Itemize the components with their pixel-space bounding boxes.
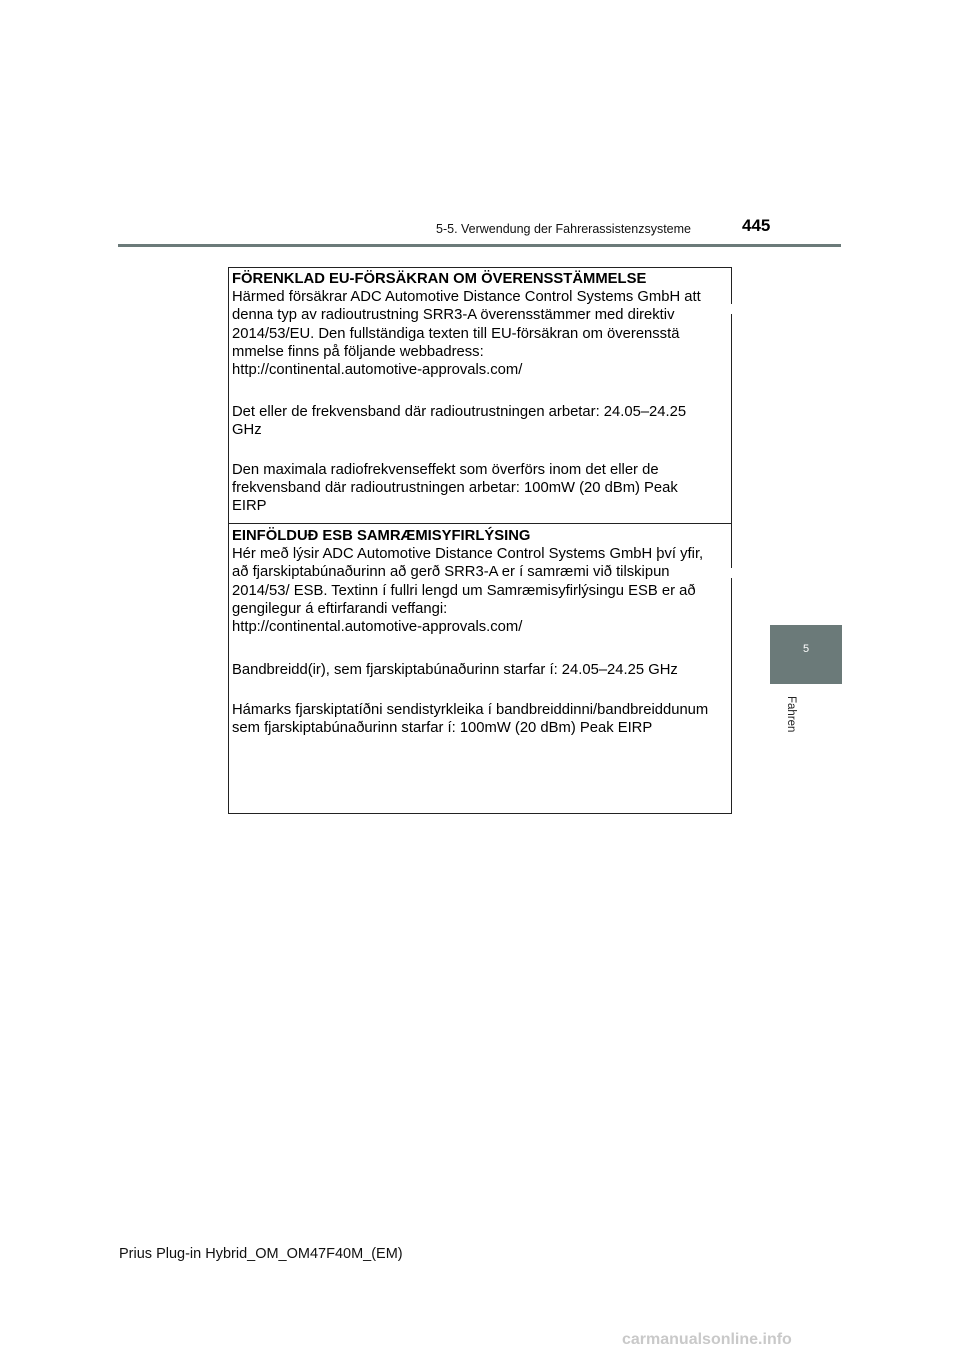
header-rule: [118, 244, 841, 247]
swedish-power-line: Den maximala radiofrekvenseffekt som överförs inom det eller de: [232, 462, 659, 478]
swedish-intro-line: mmelse finns på följande webbadress:: [232, 343, 484, 360]
swedish-title: FÖRENKLAD EU-FÖRSÄKRAN OM ÖVERENSSTÄMMELSE: [232, 271, 647, 287]
icelandic-power-paragraph: [232, 701, 708, 737]
swedish-power-line: frekvensband där radioutrustningen arbetar: 100mW (20 dBm) Peak: [232, 480, 678, 497]
header-section-title: 5-5. Verwendung der Fahrerassistenzsysteme: [436, 222, 691, 236]
chapter-tab: [770, 625, 842, 684]
swedish-intro-line: Härmed försäkrar ADC Automotive Distance Control Systems GmbH att: [232, 289, 701, 306]
swedish-band-line: Det eller de frekvensband där radioutrustningen arbetar: 24.05–24.25: [232, 404, 687, 420]
footer-document-id: Prius Plug-in Hybrid_OM_OM47F40M_(EM): [119, 1246, 403, 1262]
chapter-number: 5: [802, 643, 810, 655]
icelandic-power-line: sem fjarskiptabúnaðurinn starfar í: 100mW (20 dBm) Peak EIRP: [232, 720, 653, 737]
icelandic-intro-line: Hér með lýsir ADC Automotive Distance Control Systems GmbH því yfir,: [232, 546, 704, 563]
icelandic-power-line: Hámarks fjarskiptatíðni sendistyrkleika í bandbreiddinni/bandbreiddunum: [232, 702, 709, 718]
swedish-intro-line: 2014/53/EU. Den fullständiga texten till EU-försäkran om överensstä: [232, 325, 680, 342]
swedish-power-paragraph: [232, 461, 678, 516]
icelandic-url: http://continental.automotive-approvals.com/: [232, 619, 523, 636]
icelandic-intro-line: gengilegur á eftirfarandi veffangi:: [232, 600, 448, 617]
swedish-section: [232, 270, 732, 379]
section-divider: [229, 523, 731, 524]
icelandic-intro-line: 2014/53/ ESB. Textinn í fullri lengd um Samræmisyfirlýsingu ESB er að: [232, 582, 696, 599]
swedish-power-line: EIRP: [232, 498, 267, 515]
icelandic-title: EINFÖLDUÐ ESB SAMRÆMISYFIRLÝSING: [232, 528, 531, 544]
swedish-band-paragraph: [232, 403, 686, 439]
chapter-label: Fahren: [785, 696, 797, 733]
swedish-intro-line: denna typ av radioutrustning SRR3-A överensstämmer med direktiv: [232, 307, 675, 324]
swedish-band-line: GHz: [232, 422, 262, 439]
watermark: carmanualsonline.info: [622, 1331, 792, 1348]
swedish-url: http://continental.automotive-approvals.com/: [232, 362, 523, 379]
declaration-box: [228, 267, 732, 814]
icelandic-band-paragraph: [232, 661, 678, 679]
icelandic-section: [232, 527, 732, 636]
icelandic-band-line: Bandbreidd(ir), sem fjarskiptabúnaðurinn starfar í: 24.05–24.25 GHz: [232, 662, 678, 678]
icelandic-intro-line: að fjarskiptabúnaðurinn að gerð SRR3-A er í samræmi við tilskipun: [232, 564, 670, 581]
page-number: 445: [742, 216, 771, 235]
